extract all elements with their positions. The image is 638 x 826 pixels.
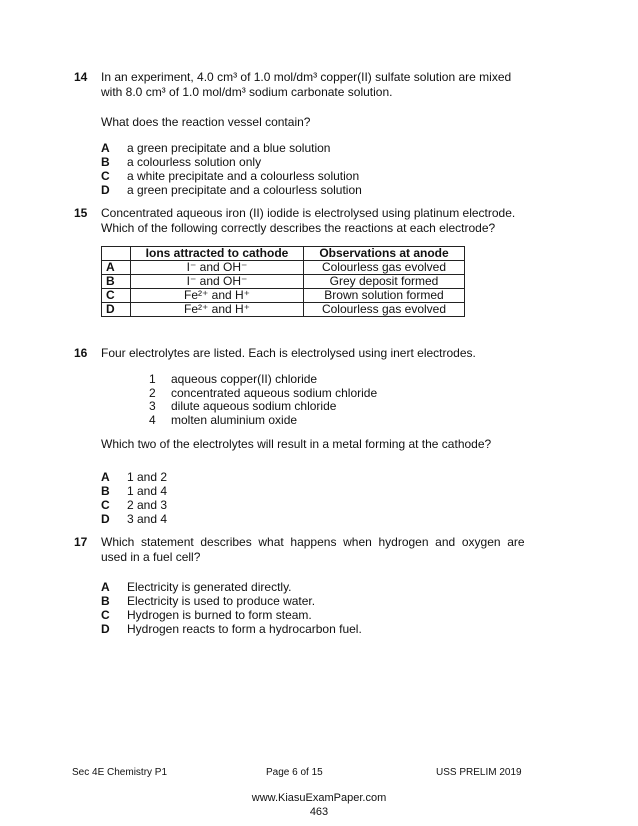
electrode-observations-table: [101, 246, 465, 317]
option-text: 2 and 3: [127, 498, 168, 512]
question-text-line: used in a fuel cell?: [101, 550, 201, 564]
option-letter: C: [101, 498, 110, 512]
question-text-line: Which of the following correctly describes the reactions at each electrode?: [101, 221, 496, 235]
table-header-cell: Ions attracted to cathode: [131, 247, 304, 261]
ions-cell: I⁻ and OH⁻: [131, 261, 304, 275]
footer-page: Page 6 of 15: [266, 767, 323, 778]
observation-cell: Colourless gas evolved: [304, 261, 465, 275]
question-body: [101, 70, 521, 197]
item-text: concentrated aqueous sodium chloride: [171, 385, 378, 400]
ions-cell: I⁻ and OH⁻: [131, 275, 304, 289]
option-letter: B: [101, 484, 110, 498]
option-letter: B: [101, 594, 110, 608]
question-text-line: Four electrolytes are listed. Each is electrolysed using inert electrodes.: [101, 346, 476, 360]
table-row: [102, 261, 465, 275]
item-text: dilute aqueous sodium chloride: [171, 399, 337, 413]
item-text: molten aluminium oxide: [171, 412, 298, 427]
option-c: [101, 498, 521, 512]
website-url: www.KiasuExamPaper.com: [251, 792, 387, 804]
question-text-line: In an experiment, 4.0 cm³ of 1.0 mol/dm³ copper(II) sulfate solution are mixed: [101, 70, 512, 84]
item-number: 4: [149, 412, 156, 427]
option-b: [101, 484, 521, 498]
question-text-line: Which statement describes what happens when hydrogen and oxygen are: [101, 535, 525, 549]
option-text: a green precipitate and a blue solution: [127, 141, 331, 155]
table-header-cell: [102, 247, 131, 261]
table-row: [102, 289, 465, 303]
list-item: [149, 399, 521, 413]
electrolyte-list: [149, 372, 521, 426]
option-c: [101, 169, 521, 183]
option-letter: D: [101, 622, 110, 636]
row-letter: D: [102, 303, 131, 317]
option-text: Hydrogen is burned to form steam.: [127, 608, 312, 622]
question-prompt: What does the reaction vessel contain?: [101, 115, 311, 129]
row-letter: C: [102, 289, 131, 303]
observation-cell: Colourless gas evolved: [304, 303, 465, 317]
option-d: [101, 183, 521, 197]
option-text: a colourless solution only: [127, 155, 262, 169]
option-text: Electricity is used to produce water.: [127, 594, 316, 608]
table-header-cell: Observations at anode: [304, 247, 465, 261]
option-letter: A: [101, 141, 110, 155]
row-letter: A: [102, 261, 131, 275]
question-number: 14: [74, 70, 88, 84]
row-letter: B: [102, 275, 131, 289]
list-item: [149, 386, 521, 400]
option-d: [101, 512, 521, 526]
option-text: Electricity is generated directly.: [127, 580, 292, 594]
item-number: 1: [149, 372, 156, 386]
question-body: [101, 535, 525, 636]
option-b: [101, 594, 521, 608]
option-letter: A: [101, 470, 110, 484]
item-number: 3: [149, 399, 156, 413]
option-letter: A: [101, 580, 110, 594]
option-text: a green precipitate and a colourless solution: [127, 183, 362, 197]
table-row: [102, 303, 465, 317]
observation-cell: Brown solution formed: [304, 289, 465, 303]
option-a: [101, 580, 521, 594]
ions-cell: Fe²⁺ and H⁺: [131, 303, 304, 317]
item-number: 2: [149, 385, 156, 400]
list-item: [149, 413, 521, 427]
question-text-line: Concentrated aqueous iron (II) iodide is electrolysed using platinum electrode.: [101, 206, 516, 220]
option-text: Hydrogen reacts to form a hydrocarbon fuel.: [127, 622, 362, 636]
observation-cell: Grey deposit formed: [304, 275, 465, 289]
question-body: [101, 346, 521, 526]
option-letter: D: [101, 183, 110, 197]
option-letter: B: [101, 155, 110, 169]
option-c: [101, 608, 521, 622]
item-text: aqueous copper(II) chloride: [171, 372, 318, 386]
question-prompt: Which two of the electrolytes will result in a metal forming at the cathode?: [101, 437, 492, 451]
list-item: [149, 372, 521, 386]
option-a: [101, 141, 521, 155]
table-row: [102, 275, 465, 289]
footer-right: USS PRELIM 2019: [436, 767, 522, 778]
option-letter: D: [101, 512, 110, 526]
question-number: 17: [74, 535, 88, 549]
option-letter: C: [101, 608, 110, 622]
question-number: 16: [74, 346, 88, 360]
ions-cell: Fe²⁺ and H⁺: [131, 289, 304, 303]
question-text-line: with 8.0 cm³ of 1.0 mol/dm³ sodium carbonate solution.: [101, 85, 393, 99]
page-number: 463: [309, 806, 329, 818]
option-d: [101, 622, 521, 636]
option-text: 3 and 4: [127, 512, 168, 526]
option-text: 1 and 4: [127, 484, 168, 498]
option-a: [101, 470, 521, 484]
footer-left: Sec 4E Chemistry P1: [72, 767, 168, 778]
option-text: 1 and 2: [127, 470, 168, 484]
option-letter: C: [101, 169, 110, 183]
question-number: 15: [74, 206, 88, 220]
option-b: [101, 155, 521, 169]
option-text: a white precipitate and a colourless solution: [127, 169, 360, 183]
table-header-row: [102, 247, 465, 261]
question-body: [101, 206, 521, 236]
